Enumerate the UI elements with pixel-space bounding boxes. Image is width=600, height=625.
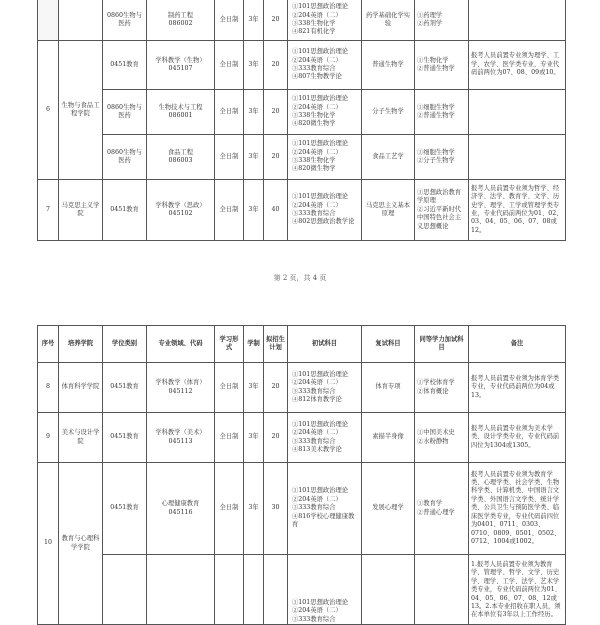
study-mode — [215, 555, 244, 625]
header-duration: 学制 — [244, 326, 264, 363]
table-row — [38, 180, 566, 241]
exam-subjects: ①101思想政治理论 ②204英语（二） ③333教育综合 ④812体育教学论 — [288, 363, 362, 413]
enrollment-plan: 20 — [264, 90, 288, 135]
retest-subject: 马克思主义基本原理 — [362, 180, 415, 241]
study-mode: 全日制 — [215, 41, 244, 90]
degree-category: 0451教育 — [103, 180, 147, 241]
header-department: 培养学院 — [59, 326, 103, 363]
remarks: 报考人员前置专业须为教育学类、心理学类、社会学类、生物科学类、计算机类、中国语言文学类、外国语言文学类、统计学类、公共卫生与预防医学类、临床医学类专业，专业代码前四位为0401、0711、0303、0710、0809、0501、0502、0712、1004或1002。 — [469, 463, 566, 555]
table-header — [38, 326, 566, 363]
enrollment-plan: 20 — [264, 41, 288, 90]
header-degree-category: 学位类别 — [103, 326, 147, 363]
duration: 3年 — [244, 463, 264, 555]
field-code: 食品工程 086003 — [147, 135, 215, 180]
exam-subjects: ①101思想政治理论 ②204英语（二） ③333教育综合 ④813美术教学论 — [288, 413, 362, 463]
enrollment-plan — [264, 555, 288, 625]
header-retest: 复试科目 — [362, 326, 415, 363]
additional-subjects: ①学校体育学 ②体育概论 — [415, 363, 469, 413]
duration: 3年 — [244, 363, 264, 413]
degree-category: 0451教育 — [103, 41, 147, 90]
department-name: 马克思主义学院 — [59, 180, 103, 241]
degree-category: 0451教育 — [103, 413, 147, 463]
header-number: 序号 — [38, 326, 59, 363]
remarks: 报考人员前置专业须为美术学类、设计学类专业，专业代码前四位为1304或1305。 — [469, 413, 566, 463]
additional-subjects — [415, 555, 469, 625]
remarks: 报考人员前置专业须为理学、工学、农学、医学类专业，专业代码前两位为07、08、09或10。 — [469, 41, 566, 90]
exam-subjects: ①101思想政治理论 ②204英语（二） ③333教育综合 ④816学校心理健康教育 — [288, 463, 362, 555]
enrollment-plan: 30 — [264, 463, 288, 555]
field-code: 学科教学（体育） 045112 — [147, 363, 215, 413]
table-row — [38, 463, 566, 555]
enrollment-plan: 20 — [264, 0, 288, 41]
retest-subject: 食品工艺学 — [362, 135, 415, 180]
retest-subject — [362, 555, 415, 625]
additional-subjects: ①药理学 ②药剂学 — [415, 0, 469, 41]
study-mode: 全日制 — [215, 90, 244, 135]
retest-subject: 发展心理学 — [362, 463, 415, 555]
row-number: 10 — [38, 463, 59, 625]
retest-subject: 素描半身像 — [362, 413, 415, 463]
duration: 3年 — [244, 135, 264, 180]
header-plan: 拟招生计划 — [264, 326, 288, 363]
duration — [244, 555, 264, 625]
table-row — [38, 90, 566, 135]
department-name: 生物与食品工程学院 — [59, 41, 103, 180]
remarks — [469, 0, 566, 41]
header-exam-subjects: 初试科目 — [288, 326, 362, 363]
header-remarks: 备注 — [469, 326, 566, 363]
additional-subjects: ①中国美术史 ②水粉静物 — [415, 413, 469, 463]
department-name: 美术与设计学院 — [59, 413, 103, 463]
retest-subject: 普通生物学 — [362, 41, 415, 90]
enrollment-plan: 40 — [264, 180, 288, 241]
degree-category: 0451教育 — [103, 363, 147, 413]
study-mode: 全日制 — [215, 413, 244, 463]
field-code: 生物技术与工程 086001 — [147, 90, 215, 135]
row-number: 6 — [38, 41, 59, 180]
field-code: 学科教学（生物） 045107 — [147, 41, 215, 90]
table-row — [38, 41, 566, 90]
remarks: 报考人员前置专业须为哲学、经济学、法学、教育学、文学、历史学、理学、工学或管理学类专业，专业代码前两位为01、02、03、04、05、06、07、08或12。 — [469, 180, 566, 241]
study-mode: 全日制 — [215, 463, 244, 555]
additional-subjects: ①教育学 ②普通心理学 — [415, 463, 469, 555]
duration: 3年 — [244, 413, 264, 463]
exam-subjects: ①101思想政治理论 ②204英语（二） ③338生物化学 ④820微生物学 — [288, 90, 362, 135]
study-mode: 全日制 — [215, 363, 244, 413]
field-code: 学科教学（美术） 045113 — [147, 413, 215, 463]
study-mode: 全日制 — [215, 135, 244, 180]
duration: 3年 — [244, 0, 264, 41]
degree-category — [103, 555, 147, 625]
field-code: 制药工程 086002 — [147, 0, 215, 41]
exam-subjects: ①101思想政治理论 ②204英语（二） ③333教育综合 ④802思想政治教学论 — [288, 180, 362, 241]
remarks — [469, 135, 566, 180]
admission-table-page2 — [37, 0, 566, 241]
field-code — [147, 555, 215, 625]
row-number — [38, 0, 59, 41]
field-code: 心理健康教育 045116 — [147, 463, 215, 555]
row-number: 8 — [38, 363, 59, 413]
department-cell — [59, 0, 103, 41]
header-additional: 同等学力加试科目 — [415, 326, 469, 363]
remarks — [469, 90, 566, 135]
row-number: 7 — [38, 180, 59, 241]
additional-subjects: ①细胞生物学 ②分子生物学 — [415, 135, 469, 180]
enrollment-plan: 20 — [264, 413, 288, 463]
field-code: 学科教学（思政） 045102 — [147, 180, 215, 241]
enrollment-plan: 20 — [264, 135, 288, 180]
row-number: 9 — [38, 413, 59, 463]
duration: 3年 — [244, 180, 264, 241]
additional-subjects: ①细胞生物学 ②普通生物学 — [415, 90, 469, 135]
table-row — [38, 555, 566, 625]
retest-subject: 体育专项 — [362, 363, 415, 413]
table-row — [38, 363, 566, 413]
table-row — [38, 135, 566, 180]
table-row — [38, 0, 566, 41]
duration: 3年 — [244, 90, 264, 135]
degree-category: 0451教育 — [103, 463, 147, 555]
additional-subjects: ①思想政治教育学原理 ②习近平新时代中国特色社会主义思想概论 — [415, 180, 469, 241]
exam-subjects: ①101思想政治理论 ②204英语（二） ③333教育综合 ④807生物教学论 — [288, 41, 362, 90]
exam-subjects: ①101思想政治理论 ②204英语（二） ③338生物化学 ④821有机化学 — [288, 0, 362, 41]
retest-subject: 药学基础化学实验 — [362, 0, 415, 41]
degree-category: 0860生物与医药 — [103, 90, 147, 135]
study-mode: 全日制 — [215, 180, 244, 241]
remarks: 1.报考人员前置专业须为教育学、管理学、哲学、文学、历史学、理学、工学、法学、艺术学类专业，专业代码前两位为01、04、05、06、07、08、12或13。2.本专业招收在职人员，须在本单位有3年以上工作经历。 — [469, 555, 566, 625]
additional-subjects: ①生物化学 ②普通生物学 — [415, 41, 469, 90]
department-name: 教育与心理科学学院 — [59, 463, 103, 625]
admission-table-page3 — [37, 325, 566, 625]
table-row — [38, 413, 566, 463]
department-name: 体育科学学院 — [59, 363, 103, 413]
enrollment-plan: 20 — [264, 363, 288, 413]
duration: 3年 — [244, 41, 264, 90]
degree-category: 0860生物与医药 — [103, 0, 147, 41]
study-mode: 全日制 — [215, 0, 244, 41]
header-study-mode: 学习形式 — [215, 326, 244, 363]
degree-category: 0860生物与医药 — [103, 135, 147, 180]
page-indicator: 第 2 页，共 4 页 — [273, 274, 327, 282]
retest-subject: 分子生物学 — [362, 90, 415, 135]
exam-subjects: ①101思想政治理论 ②204英语（二） ③338生物化学 ④820微生物学 — [288, 135, 362, 180]
header-field-code: 专业领域、代码 — [147, 326, 215, 363]
exam-subjects: ①101思想政治理论 ②204英语（二） ③333教育综合 — [288, 555, 362, 625]
remarks: 报考人员前置专业须为体育学类专业，专业代码前两位为04或13。 — [469, 363, 566, 413]
